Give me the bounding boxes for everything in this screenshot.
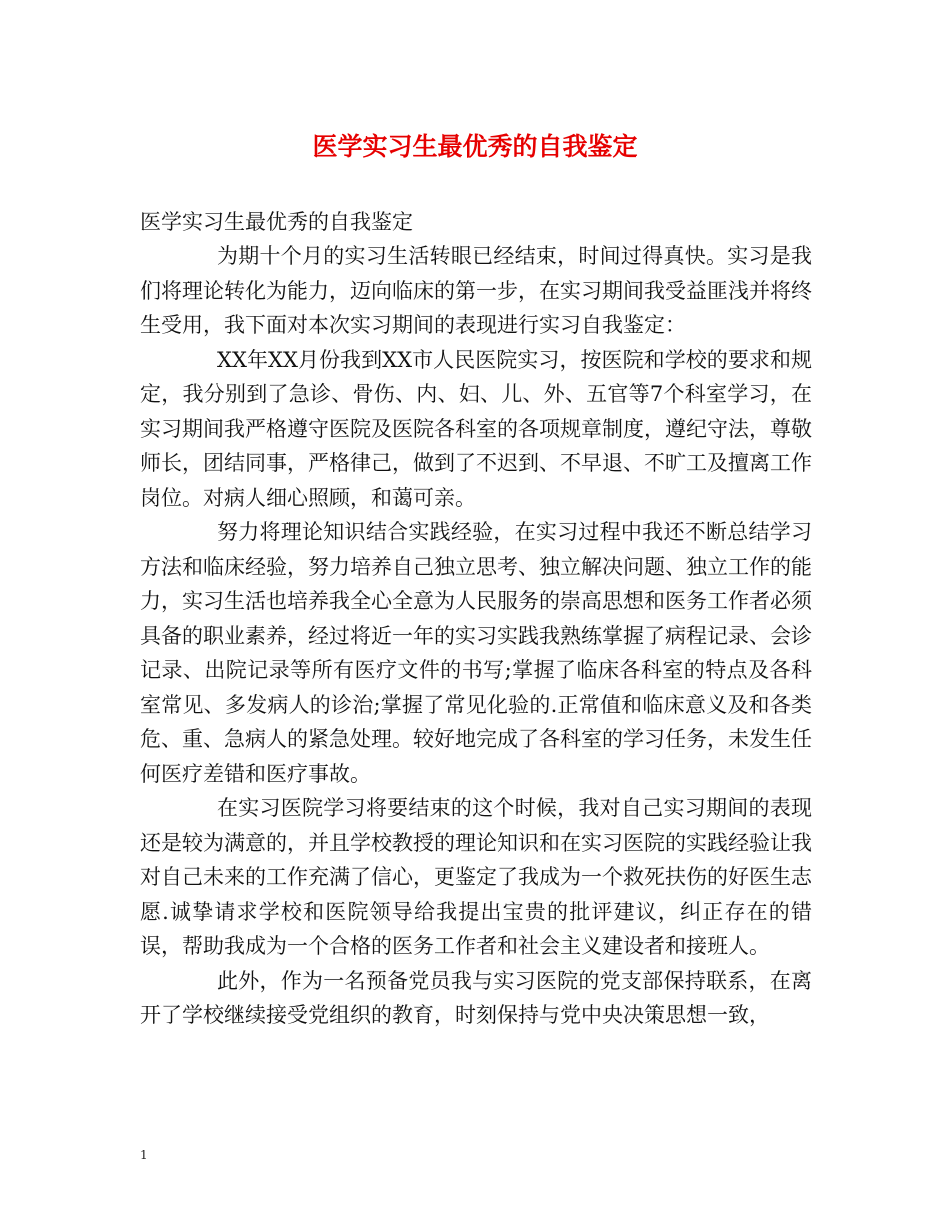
paragraph-4: 在实习医院学习将要结束的这个时候，我对自己实习期间的表现还是较为满意的，并且学校教授的理论知识和在实习医院的实践经验让我对自己未来的工作充满了信心，更鉴定了我成为一个救死扶伤的好医生志愿.诚挚请求学校和医院领导给我提出宝贵的批评建议，纠正存在的错误，帮助我成为一个合格的医务工作者和社会主义建设者和接班人。: [140, 796, 812, 958]
page-number: 1: [140, 1148, 148, 1162]
paragraph-3: 努力将理论知识结合实践经验，在实习过程中我还不断总结学习方法和临床经验，努力培养自己独立思考、独立解决问题、独立工作的能力，实习生活也培养我全心全意为人民服务的崇高思想和医务工作者必须具备的职业素养，经过将近一年的实习实践我熟练掌握了病程记录、会诊记录、出院记录等所有医疗文件的书写;掌握了临床各科室的特点及各科室常见、多发病人的诊治;掌握了常见化验的.正常值和临床意义及和各类危、重、急病人的紧急处理。较好地完成了各科室的学习任务，未发生任何医疗差错和医疗事故。: [140, 520, 812, 786]
page-title: 医学实习生最优秀的自我鉴定: [312, 132, 638, 161]
paragraph-5: 此外，作为一名预备党员我与实习医院的党支部保持联系，在离开了学校继续接受党组织的教育，时刻保持与党中央决策思想一致，: [140, 968, 812, 1027]
document-body: [140, 205, 812, 1033]
paragraph-2: XX年XX月份我到XX市人民医院实习，按医院和学校的要求和规定，我分别到了急诊、骨伤、内、妇、儿、外、五官等7个科室学习，在实习期间我严格遵守医院及医院各科室的各项规章制度，遵纪守法，尊敬师长，团结同事，严格律己，做到了不迟到、不早退、不旷工及擅离工作岗位。对病人细心照顾，和蔼可亲。: [140, 347, 812, 510]
paragraph-1: 为期十个月的实习生活转眼已经结束，时间过得真快。实习是我们将理论转化为能力，迈向临床的第一步，在实习期间我受益匪浅并将终生受用，我下面对本次实习期间的表现进行实习自我鉴定：: [140, 244, 812, 337]
document-subtitle: 医学实习生最优秀的自我鉴定: [140, 210, 413, 234]
